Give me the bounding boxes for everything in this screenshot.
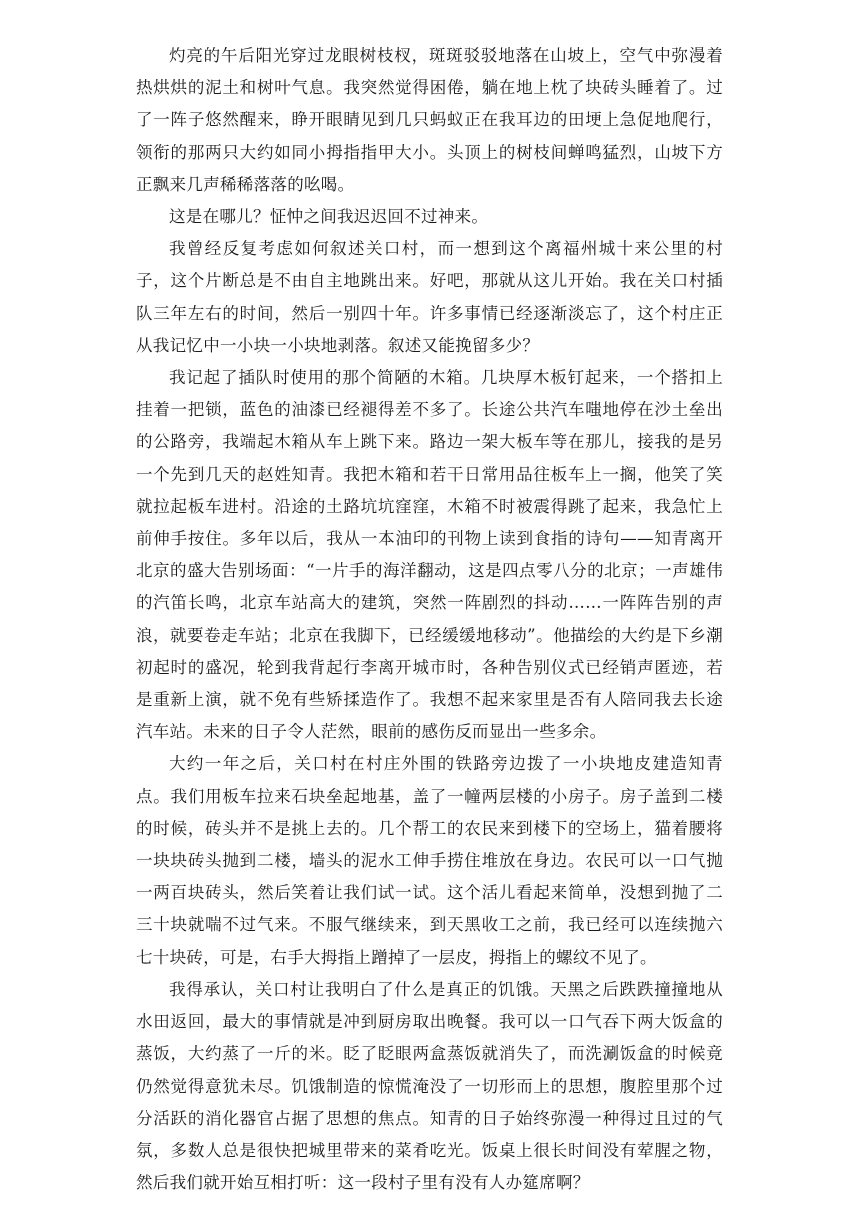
paragraph: 灼亮的午后阳光穿过龙眼树枝杈，斑斑驳驳地落在山坡上，空气中弥漫着热烘烘的泥土和树叶气息。我突然觉得困倦，躺在地上枕了块砖头睡着了。过了一阵子悠然醒来，睁开眼睛见到几只蚂蚁正在我耳边的田埂上急促地爬行，领衔的那两只大约如同小拇指指甲大小。头顶上的树枝间蝉鸣猛烈，山坡下方正飘来几声稀稀落落的吆喝。 — [136, 46, 723, 194]
article-body — [136, 40, 723, 1199]
paragraph: 大约一年之后，关口村在村庄外围的铁路旁边拨了一小块地皮建造知青点。我们用板车拉来石块垒起地基，盖了一幢两层楼的小房子。房子盖到二楼的时候，砖头并不是挑上去的。几个帮工的农民来到楼下的空场上，猫着腰将一块块砖头抛到二楼，墙头的泥水工伸手捞住堆放在身边。农民可以一口气抛一两百块砖头，然后笑着让我们试一试。这个活儿看起来简单，没想到抛了二三十块就喘不过气来。不服气继续来，到天黑收工之前，我已经可以连续抛六七十块砖，可是，右手大拇指上蹭掉了一层皮，拇指上的螺纹不见了。 — [136, 754, 723, 967]
paragraph: 我记起了插队时使用的那个简陋的木箱。几块厚木板钉起来，一个搭扣上挂着一把锁，蓝色的油漆已经褪得差不多了。长途公共汽车嗤地停在沙土垒出的公路旁，我端起木箱从车上跳下来。路边一架大板车等在那儿，接我的是另一个先到几天的赵姓知青。我把木箱和若干日常用品往板车上一搁，他笑了笑就拉起板车进村。沿途的土路坑坑窪窪，木箱不时被震得跳了起来，我急忙上前伸手按住。多年以后，我从一本油印的刊物上读到食指的诗句——知青离开北京的盛大告别场面：“一片手的海洋翻动，这是四点零八分的北京；一声雄伟的汽笛长鸣，北京车站高大的建筑，突然一阵剧烈的抖动……一阵阵告别的声浪，就要卷走车站；北京在我脚下，已经缓缓地移动”。他描绘的大约是下乡潮初起时的盛况，轮到我背起行李离开城市时，各种告别仪式已经销声匿迹，若是重新上演，就不免有些矫揉造作了。我想不起来家里是否有人陪同我去长途汽车站。未来的日子令人茫然，眼前的感伤反而显出一些多余。 — [136, 368, 723, 742]
paragraph: 我得承认，关口村让我明白了什么是真正的饥饿。天黑之后跌跌撞撞地从水田返回，最大的事情就是冲到厨房取出晚餐。我可以一口气吞下两大饭盒的蒸饭，大约蒸了一斤的米。眨了眨眼两盒蒸饭就消失了，而洗涮饭盒的时候竟仍然觉得意犹未尽。饥饿制造的惊慌淹没了一切形而上的思想，腹腔里那个过分活跃的消化器官占据了思想的焦点。知青的日子始终弥漫一种得过且过的气氛，多数人总是很快把城里带来的菜肴吃光。饭桌上很长时间没有荤腥之物，然后我们就开始互相打听：这一段村子里有没有人办筵席啊？ — [136, 979, 723, 1193]
paragraph: 这是在哪儿？怔忡之间我迟迟回不过神来。 — [169, 207, 489, 227]
paragraph: 我曾经反复考虑如何叙述关口村，而一想到这个离福州城十来公里的村子，这个片断总是不由自主地跳出来。好吧，那就从这儿开始。我在关口村插队三年左右的时间，然后一别四十年。许多事情已经逐渐淡忘了，这个村庄正从我记忆中一小块一小块地剥落。叙述又能挽留多少？ — [136, 239, 723, 355]
